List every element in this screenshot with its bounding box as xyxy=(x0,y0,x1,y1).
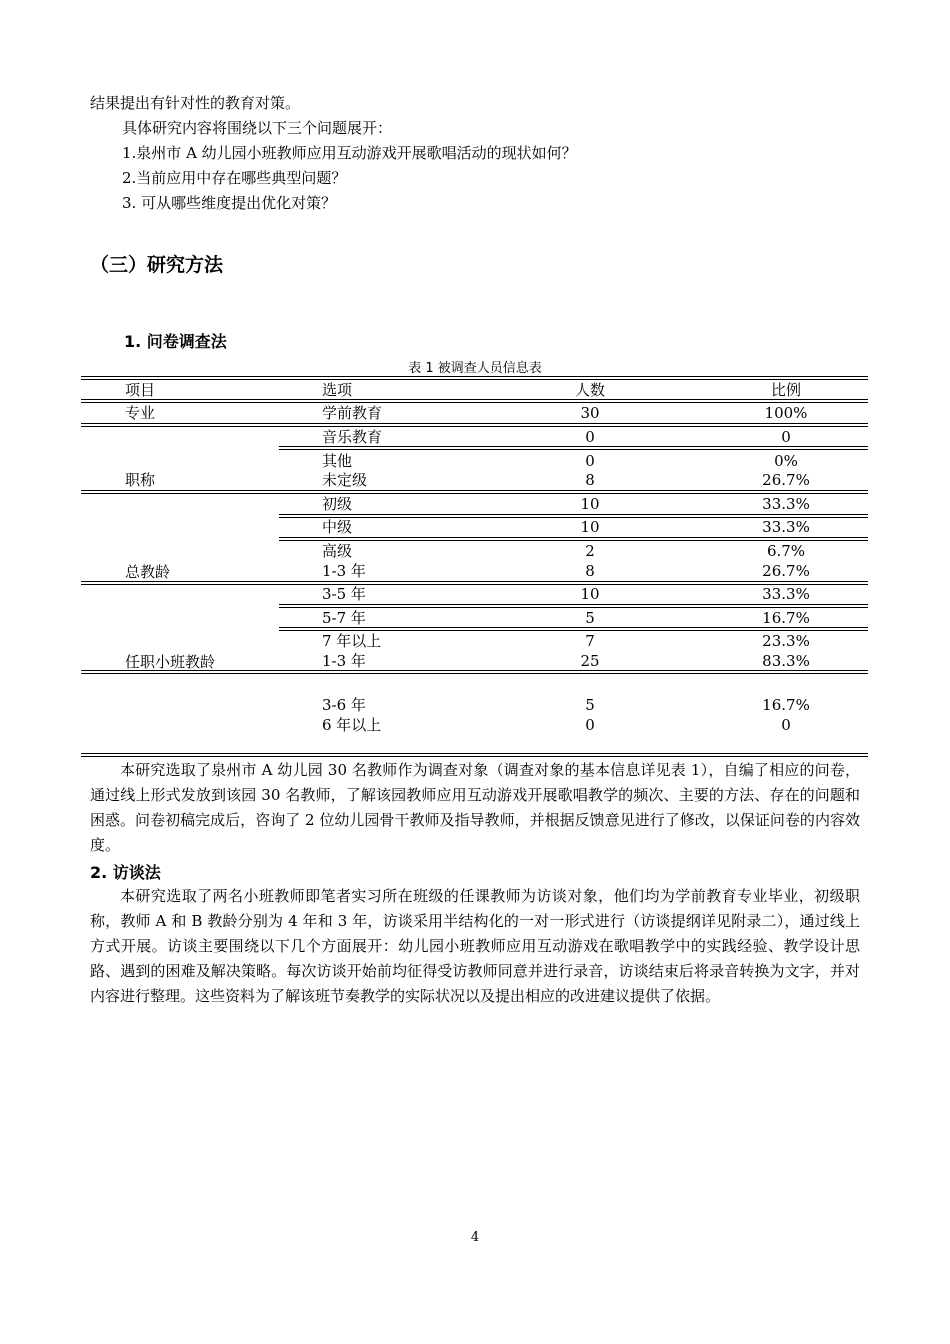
table-rule xyxy=(81,753,868,754)
table-cell-count: 5 xyxy=(585,609,595,627)
table-cell-option: 3-5 年 xyxy=(322,585,366,603)
group-age: 总教龄 xyxy=(125,563,171,581)
table-rule xyxy=(81,376,868,377)
table-cell-ratio: 26.7% xyxy=(762,471,810,489)
table-cell-count: 10 xyxy=(580,585,600,603)
table-cell-count: 0 xyxy=(585,428,595,446)
table-cell-option: 未定级 xyxy=(322,471,368,489)
table-cell-ratio: 23.3% xyxy=(762,632,810,650)
table-cell-option: 高级 xyxy=(322,542,353,560)
table-rule xyxy=(279,627,868,628)
group-title: 职称 xyxy=(125,471,156,489)
table-cell-ratio: 100% xyxy=(764,404,808,422)
table-cell-option: 1-3 年 xyxy=(322,562,366,580)
research-question-2: 2.当前应用中存在哪些典型问题？ xyxy=(122,169,347,187)
table-rule xyxy=(279,607,868,608)
table-cell-count: 10 xyxy=(580,518,600,536)
research-question-1: 1.泉州市 A 幼儿园小班教师应用互动游戏开展歌唱活动的现状如何？ xyxy=(122,144,577,162)
subheading-questionnaire: 1. 问卷调查法 xyxy=(124,332,227,351)
table-rule xyxy=(81,399,868,400)
table-cell-ratio: 33.3% xyxy=(762,495,810,513)
table-cell-count: 7 xyxy=(585,632,595,650)
table-cell-ratio: 16.7% xyxy=(762,609,810,627)
research-question-3: 3. 可从哪些维度提出优化对策？ xyxy=(122,194,337,212)
table-rule xyxy=(279,604,868,605)
table-cell-option: 6 年以上 xyxy=(322,716,382,734)
table-rule xyxy=(279,540,868,541)
table-rule xyxy=(81,490,868,491)
table-cell-count: 10 xyxy=(580,495,600,513)
table-rule xyxy=(81,426,868,427)
table-cell-ratio: 83.3% xyxy=(762,652,810,670)
table-cell-ratio: 33.3% xyxy=(762,518,810,536)
table-rule xyxy=(81,402,868,403)
table-cell-option: 初级 xyxy=(322,495,353,513)
table-rule xyxy=(279,630,868,631)
table-rule xyxy=(81,581,868,582)
table-header-ratio: 比例 xyxy=(770,381,801,399)
table-cell-ratio: 33.3% xyxy=(762,585,810,603)
table-rule xyxy=(279,537,868,538)
table-header-option: 选项 xyxy=(322,381,353,399)
table-rule xyxy=(279,446,868,447)
table-cell-ratio: 0 xyxy=(781,716,791,734)
section-heading: （三）研究方法 xyxy=(90,254,224,276)
paragraph-questionnaire: 本研究选取了泉州市 A 幼儿园 30 名教师作为调查对象（调查对象的基本信息详见表 1），自编了相应的问卷，通过线上形式发放到该园 30 名教师，了解该园教师应用互动游戏开展歌唱教学的频次、主要的方法、存在的问题和困惑。问卷初稿完成后，咨询了 2 位幼儿园骨干教师及指导教师，并根据反馈意见进行了修改，以保证问卷的内容效度。 xyxy=(90,761,860,854)
table-cell-ratio: 16.7% xyxy=(762,696,810,714)
table-cell-count: 0 xyxy=(585,716,595,734)
table-rule xyxy=(81,673,868,674)
table-header-item: 项目 xyxy=(125,381,156,399)
table-cell-count: 2 xyxy=(585,542,595,560)
table-cell-ratio: 0 xyxy=(781,428,791,446)
table-cell-option: 音乐教育 xyxy=(322,428,383,446)
subheading-interview: 2. 访谈法 xyxy=(90,863,161,882)
table-rule xyxy=(81,423,868,424)
table-cell-option: 中级 xyxy=(322,518,353,536)
table-rule xyxy=(81,493,868,494)
table-cell-ratio: 26.7% xyxy=(762,562,810,580)
table-cell-option: 其他 xyxy=(322,452,353,470)
table-cell-count: 8 xyxy=(585,471,595,489)
group-class-age: 任职小班教龄 xyxy=(125,653,216,671)
paragraph-interview: 本研究选取了两名小班教师即笔者实习所在班级的任课教师为访谈对象，他们均为学前教育专业毕业，初级职称，教师 A 和 B 教龄分别为 4 年和 3 年，访谈采用半结构化的一对一形式进行（访谈提纲详见附录二），通过线上方式开展。访谈主要围绕以下几个方面展开：幼儿园小班教师应用互动游戏在歌唱教学中的实践经验、教学设计思路、遇到的困难及解决策略。每次访谈开始前均征得受访教师同意并进行录音，访谈结束后将录音转换为文字，并对内容进行整理。这些资料为了解该班节奏教学的实际状况以及提出相应的改进建议提供了依据。 xyxy=(90,887,860,1005)
table-cell-option: 3-6 年 xyxy=(322,696,366,714)
group-major: 专业 xyxy=(125,404,156,422)
table-cell-option: 7 年以上 xyxy=(322,632,382,650)
table-rule xyxy=(81,756,868,757)
table-cell-count: 25 xyxy=(580,652,600,670)
table-cell-count: 0 xyxy=(585,452,595,470)
table-rule xyxy=(81,379,868,380)
table-cell-ratio: 6.7% xyxy=(766,542,806,560)
table-header-count: 人数 xyxy=(574,381,605,399)
intro-line-1: 结果提出有针对性的教育对策。 xyxy=(90,94,301,112)
table-caption: 表 1 被调查人员信息表 xyxy=(408,361,542,376)
page-number: 4 xyxy=(470,1230,480,1245)
table-cell-option: 1-3 年 xyxy=(322,652,366,670)
table-cell-option: 5-7 年 xyxy=(322,609,366,627)
table-cell-option: 学前教育 xyxy=(322,404,383,422)
table-cell-ratio: 0% xyxy=(774,452,798,470)
table-cell-count: 30 xyxy=(580,404,600,422)
table-rule xyxy=(279,514,868,515)
intro-line-2: 具体研究内容将围绕以下三个问题展开： xyxy=(122,119,393,137)
table-cell-count: 8 xyxy=(585,562,595,580)
table-rule xyxy=(279,449,868,450)
table-cell-count: 5 xyxy=(585,696,595,714)
